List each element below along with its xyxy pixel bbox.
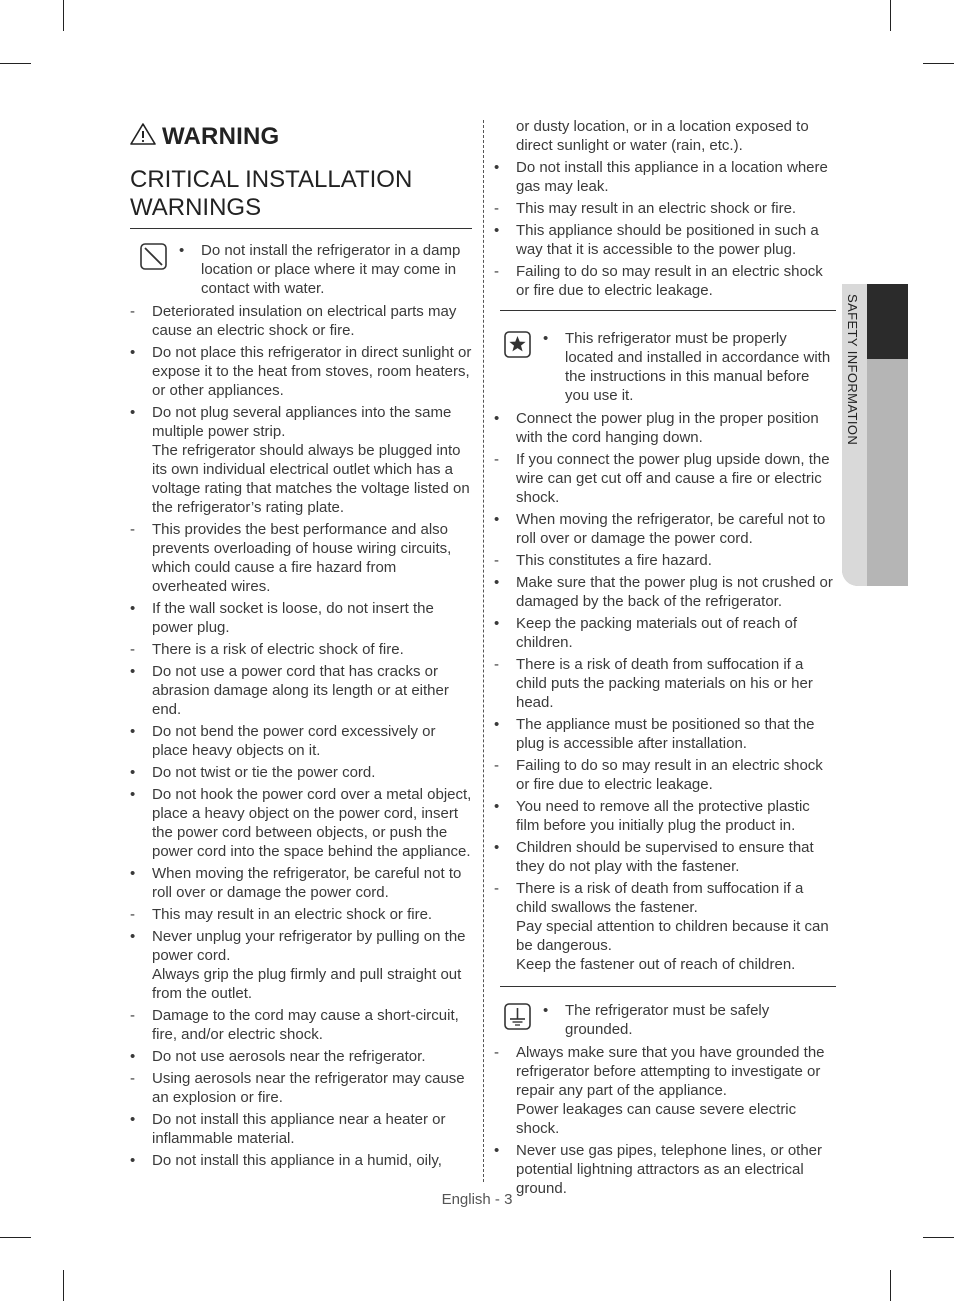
list-item [494,879,836,974]
list-item [130,1069,472,1107]
prohibition-icon [140,243,167,270]
list-item [130,722,472,760]
bullet-marker: • [494,511,500,528]
item-text: The appliance must be positioned so that the plug is accessible after installation. [516,716,815,752]
list-item [494,1043,836,1138]
dash-marker: - [494,880,499,897]
item-text: Connect the power plug in the proper position with the cord hanging down. [516,410,819,446]
right-column [494,117,836,1201]
crop-mark [890,1270,891,1301]
item-text: Make sure that the power plug is not crushed or damaged by the back of the refrigerator. [516,574,833,610]
bullet-marker: • [494,716,500,733]
list-item [179,241,472,298]
list-item [494,838,836,876]
bullet-marker: • [494,839,500,856]
list-item [494,199,836,218]
list-item [130,302,472,340]
bullet-marker: • [543,1002,549,1019]
crop-mark [0,1237,31,1238]
bullet-marker: • [130,663,136,680]
bullet-marker: • [179,242,185,259]
list-item [130,1110,472,1148]
item-text: Keep the packing materials out of reach of children. [516,615,798,651]
item-text: Do not install this appliance in a location where gas may leak. [516,159,828,195]
side-tab-label: SAFETY INFORMATION [845,294,860,446]
crop-mark [0,63,31,64]
dash-marker: - [130,641,135,658]
item-text: This may result in an electric shock or fire. [516,200,797,217]
dash-marker: - [130,303,135,320]
item-text: Do not use a power cord that has cracks or abrasion damage along its length or at either end. [152,663,449,718]
item-text: The refrigerator must be safely grounded. [565,1002,770,1038]
dash-marker: - [494,200,499,217]
item-text: Damage to the cord may cause a short-circuit, fire, and/or electric shock. [152,1007,459,1043]
section-rule [500,986,836,987]
bullet-marker: • [130,928,136,945]
list-item [494,797,836,835]
ground-block [494,1001,836,1042]
list-item [130,763,472,782]
item-text: Failing to do so may result in an electric shock or fire due to electric leakage. [516,757,823,793]
bullet-marker: • [494,159,500,176]
list-item [494,262,836,300]
item-text: When moving the refrigerator, be careful not to roll over or damage the power cord. [152,865,462,901]
item-text: There is a risk of death from suffocation if a child swallows the fastener. Pay special attention to children because it can be dangerous. Keep the fastener out of reach of children. [516,880,829,973]
item-text: This appliance should be positioned in such a way that it is accessible to the power plug. [516,222,819,258]
bullet-marker: • [494,574,500,591]
item-text: You need to remove all the protective plastic film before you initially plug the product in. [516,798,810,834]
dash-marker: - [494,757,499,774]
bullet-marker: • [130,865,136,882]
item-text: This may result in an electric shock or fire. [152,906,433,923]
item-text: Do not plug several appliances into the same multiple power strip. The refrigerator should always be plugged into its own individual electrical outlet which has a voltage rating that matches the voltage listed on the refrigerator’s rating plate. [152,404,470,516]
item-text: If the wall socket is loose, do not insert the power plug. [152,600,434,636]
bullet-marker: • [494,798,500,815]
section-rule [500,310,836,311]
left-column [130,118,472,1173]
star-block [494,329,836,408]
list-item [494,510,836,548]
list-item [130,403,472,517]
dash-marker: - [494,656,499,673]
item-text: Do not bend the power cord excessively or place heavy objects on it. [152,723,436,759]
page-number: English - 3 [441,1191,513,1208]
item-text: Deteriorated insulation on electrical parts may cause an electric shock or fire. [152,303,457,339]
item-text: Do not use aerosols near the refrigerator. [152,1048,426,1065]
bullet-marker: • [494,1142,500,1159]
dash-marker: - [130,1070,135,1087]
item-text: Always make sure that you have grounded the refrigerator before attempting to investigate or repair any part of the appliance. Power leakages can cause severe electric shock. [516,1044,825,1137]
list-item [494,409,836,447]
prohibition-block [130,241,472,301]
dash-marker: - [494,552,499,569]
list-item [494,117,836,155]
warning-triangle-icon [130,123,162,152]
dash-marker: - [130,521,135,538]
list-item [130,662,472,719]
item-text: or dusty location, or in a location exposed to direct sunlight or water (rain, etc.). [516,118,809,154]
bullet-marker: • [494,615,500,632]
dash-marker: - [130,1007,135,1024]
item-text: Failing to do so may result in an electric shock or fire due to electric leakage. [516,263,823,299]
bullet-marker: • [130,344,136,361]
list-item [494,614,836,652]
page-title: CRITICAL INSTALLATION WARNINGS [130,166,472,229]
bullet-marker: • [130,764,136,781]
dash-marker: - [130,906,135,923]
list-item [494,573,836,611]
item-text: There is a risk of electric shock of fire. [152,641,404,658]
bullet-marker: • [130,786,136,803]
crop-mark [923,63,954,64]
column-divider [483,120,484,1182]
bullet-marker: • [130,1152,136,1169]
star-icon [504,331,531,358]
bullet-marker: • [130,1111,136,1128]
list-item [494,158,836,196]
crop-mark [63,1270,64,1301]
list-item [130,640,472,659]
list-item [494,715,836,753]
list-item [543,329,836,405]
dash-marker: - [494,1044,499,1061]
list-item [130,1006,472,1044]
list-item [130,927,472,1003]
crop-mark [63,0,64,31]
item-text: Do not place this refrigerator in direct sunlight or expose it to the heat from stoves, room heaters, or other appliances. [152,344,472,399]
item-text: Do not install this appliance in a humid, oily, [152,1152,442,1169]
item-text: Do not twist or tie the power cord. [152,764,376,781]
list-item [494,221,836,259]
list-item [494,450,836,507]
list-item [130,864,472,902]
list-item [494,655,836,712]
list-item [494,1141,836,1198]
warning-heading [130,118,472,156]
bullet-marker: • [130,1048,136,1065]
item-text: This refrigerator must be properly located and installed in accordance with the instructions in this manual before you use it. [565,330,831,404]
dash-marker: - [494,263,499,280]
list-item [130,1151,472,1170]
crop-mark [923,1237,954,1238]
item-text: When moving the refrigerator, be careful not to roll over or damage the power cord. [516,511,826,547]
item-text: This provides the best performance and also prevents overloading of house wiring circuits, which could cause a fire hazard from overheated wires. [152,521,452,595]
list-item [130,785,472,861]
item-text: There is a risk of death from suffocation if a child puts the packing materials on his or her head. [516,656,813,711]
warning-label: WARNING [162,123,280,150]
bullet-marker: • [543,330,549,347]
item-text: Using aerosols near the refrigerator may cause an explosion or fire. [152,1070,465,1106]
side-tab-marker [867,284,908,359]
list-item [130,343,472,400]
item-text: Do not hook the power cord over a metal object, place a heavy object on the power cord, insert the power cord between objects, or push the power cord into the space behind the appliance. [152,786,472,860]
bullet-marker: • [130,723,136,740]
dash-marker: - [494,451,499,468]
item-text: If you connect the power plug upside down, the wire can get cut off and cause a fire or electric shock. [516,451,830,506]
item-text: Children should be supervised to ensure that they do not play with the fastener. [516,839,814,875]
bullet-marker: • [130,404,136,421]
list-item [130,599,472,637]
list-item [494,756,836,794]
item-text: This constitutes a fire hazard. [516,552,712,569]
bullet-marker: • [130,600,136,617]
item-text: Do not install this appliance near a heater or inflammable material. [152,1111,446,1147]
list-item [130,520,472,596]
crop-mark [890,0,891,31]
list-item [130,905,472,924]
list-item [130,1047,472,1066]
list-item [494,551,836,570]
item-text: Never use gas pipes, telephone lines, or other potential lightning attractors as an electrical ground. [516,1142,823,1197]
ground-icon [504,1003,531,1030]
list-item [543,1001,836,1039]
bullet-marker: • [494,410,500,427]
item-text: Do not install the refrigerator in a damp location or place where it may come in contact with water. [201,242,461,297]
item-text: Never unplug your refrigerator by pulling on the power cord. Always grip the plug firmly and pull straight out from the outlet. [152,928,466,1002]
bullet-marker: • [494,222,500,239]
